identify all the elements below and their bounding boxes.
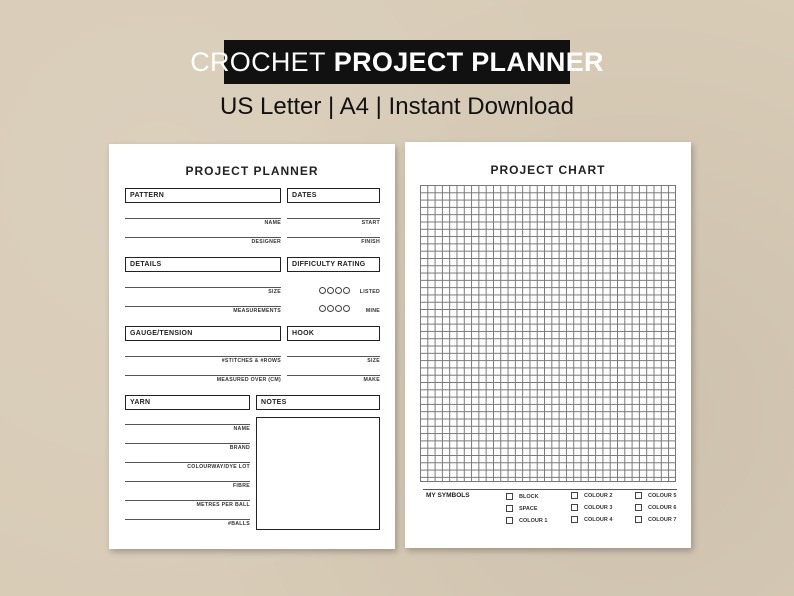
rating-circle[interactable] (335, 287, 342, 294)
symbol-label: COLOUR 3 (584, 504, 613, 511)
chart-grid[interactable] (420, 185, 676, 482)
hook-size-label: SIZE (367, 358, 380, 364)
stitches-rows-label: #STITCHES & #ROWS (221, 358, 281, 364)
rating-circle[interactable] (343, 305, 350, 312)
details-section-header: DETAILS (125, 257, 281, 272)
balls-line[interactable] (125, 519, 250, 520)
symbol-item[interactable] (506, 493, 539, 500)
symbol-label: COLOUR 5 (648, 492, 677, 499)
symbol-item[interactable] (635, 492, 676, 499)
yarn-name-line[interactable] (125, 424, 250, 425)
symbol-checkbox[interactable] (635, 504, 642, 511)
symbol-item[interactable] (571, 516, 612, 523)
finish-label: FINISH (361, 239, 380, 245)
fibre-line[interactable] (125, 481, 250, 482)
measurements-label: MEASUREMENTS (233, 308, 281, 314)
rating-circle[interactable] (327, 287, 334, 294)
rating-circle[interactable] (327, 305, 334, 312)
notes-section-header: NOTES (256, 395, 380, 410)
symbol-checkbox[interactable] (506, 517, 513, 524)
yarn-name-label: NAME (233, 426, 250, 432)
difficulty-section-header: DIFFICULTY RATING (287, 257, 380, 272)
notes-area[interactable] (256, 417, 380, 530)
symbol-label: COLOUR 6 (648, 504, 677, 511)
brand-label: BRAND (229, 445, 250, 451)
listed-label: LISTED (359, 289, 380, 295)
make-line[interactable] (287, 375, 380, 376)
rating-circle[interactable] (319, 287, 326, 294)
size-line[interactable] (125, 287, 281, 288)
brand-line[interactable] (125, 443, 250, 444)
name-label: NAME (264, 220, 281, 226)
symbol-item[interactable] (571, 504, 612, 511)
symbol-label: COLOUR 1 (519, 517, 548, 524)
rating-circle[interactable] (343, 287, 350, 294)
colourway-line[interactable] (125, 462, 250, 463)
symbol-checkbox[interactable] (506, 505, 513, 512)
rating-circle[interactable] (335, 305, 342, 312)
subtitle: US Letter | A4 | Instant Download (220, 93, 574, 120)
start-label: START (361, 220, 380, 226)
symbol-checkbox[interactable] (635, 492, 642, 499)
dates-section-header: DATES (287, 188, 380, 203)
symbol-label: COLOUR 2 (584, 492, 613, 499)
symbol-checkbox[interactable] (571, 516, 578, 523)
chart-page (405, 142, 691, 548)
symbols-divider (423, 489, 677, 490)
planner-page (109, 144, 395, 549)
hook-size-line[interactable] (287, 356, 380, 357)
colourway-label: COLOURWAY/DYE LOT (187, 464, 250, 470)
symbol-checkbox[interactable] (506, 493, 513, 500)
metres-line[interactable] (125, 500, 250, 501)
measurements-line[interactable] (125, 306, 281, 307)
banner-title-light: CROCHET (190, 46, 326, 77)
balls-label: #BALLS (228, 521, 250, 527)
symbol-item[interactable] (571, 492, 612, 499)
symbol-label: COLOUR 7 (648, 516, 677, 523)
mine-label: MINE (365, 308, 380, 314)
mine-rating[interactable] (319, 305, 350, 312)
stitches-rows-line[interactable] (125, 356, 281, 357)
finish-line[interactable] (287, 237, 380, 238)
symbol-checkbox[interactable] (635, 516, 642, 523)
rating-circle[interactable] (319, 305, 326, 312)
symbol-label: COLOUR 4 (584, 516, 613, 523)
gauge-section-header: GAUGE/TENSION (125, 326, 281, 341)
metres-label: METRES PER BALL (196, 502, 250, 508)
symbol-item[interactable] (635, 516, 676, 523)
symbols-header: MY SYMBOLS (426, 492, 470, 499)
symbol-label: BLOCK (519, 493, 539, 500)
name-line[interactable] (125, 218, 281, 219)
listed-rating[interactable] (319, 287, 350, 294)
symbol-label: SPACE (519, 505, 538, 512)
chart-title: PROJECT CHART (490, 163, 606, 177)
symbol-checkbox[interactable] (571, 492, 578, 499)
symbol-item[interactable] (506, 517, 547, 524)
measured-over-label: MEASURED OVER (CM) (216, 377, 281, 383)
size-label: SIZE (268, 289, 281, 295)
symbol-checkbox[interactable] (571, 504, 578, 511)
banner-title-bold: PROJECT PLANNER (333, 46, 604, 77)
yarn-section-header: YARN (125, 395, 250, 410)
designer-label: DESIGNER (251, 239, 281, 245)
symbol-item[interactable] (635, 504, 676, 511)
measured-over-line[interactable] (125, 375, 281, 376)
symbol-item[interactable] (506, 505, 538, 512)
hook-section-header: HOOK (287, 326, 380, 341)
designer-line[interactable] (125, 237, 281, 238)
pattern-section-header: PATTERN (125, 188, 281, 203)
fibre-label: FIBRE (232, 483, 250, 489)
planner-title: PROJECT PLANNER (185, 164, 319, 178)
start-line[interactable] (287, 218, 380, 219)
make-label: MAKE (363, 377, 380, 383)
title-banner (190, 40, 604, 84)
